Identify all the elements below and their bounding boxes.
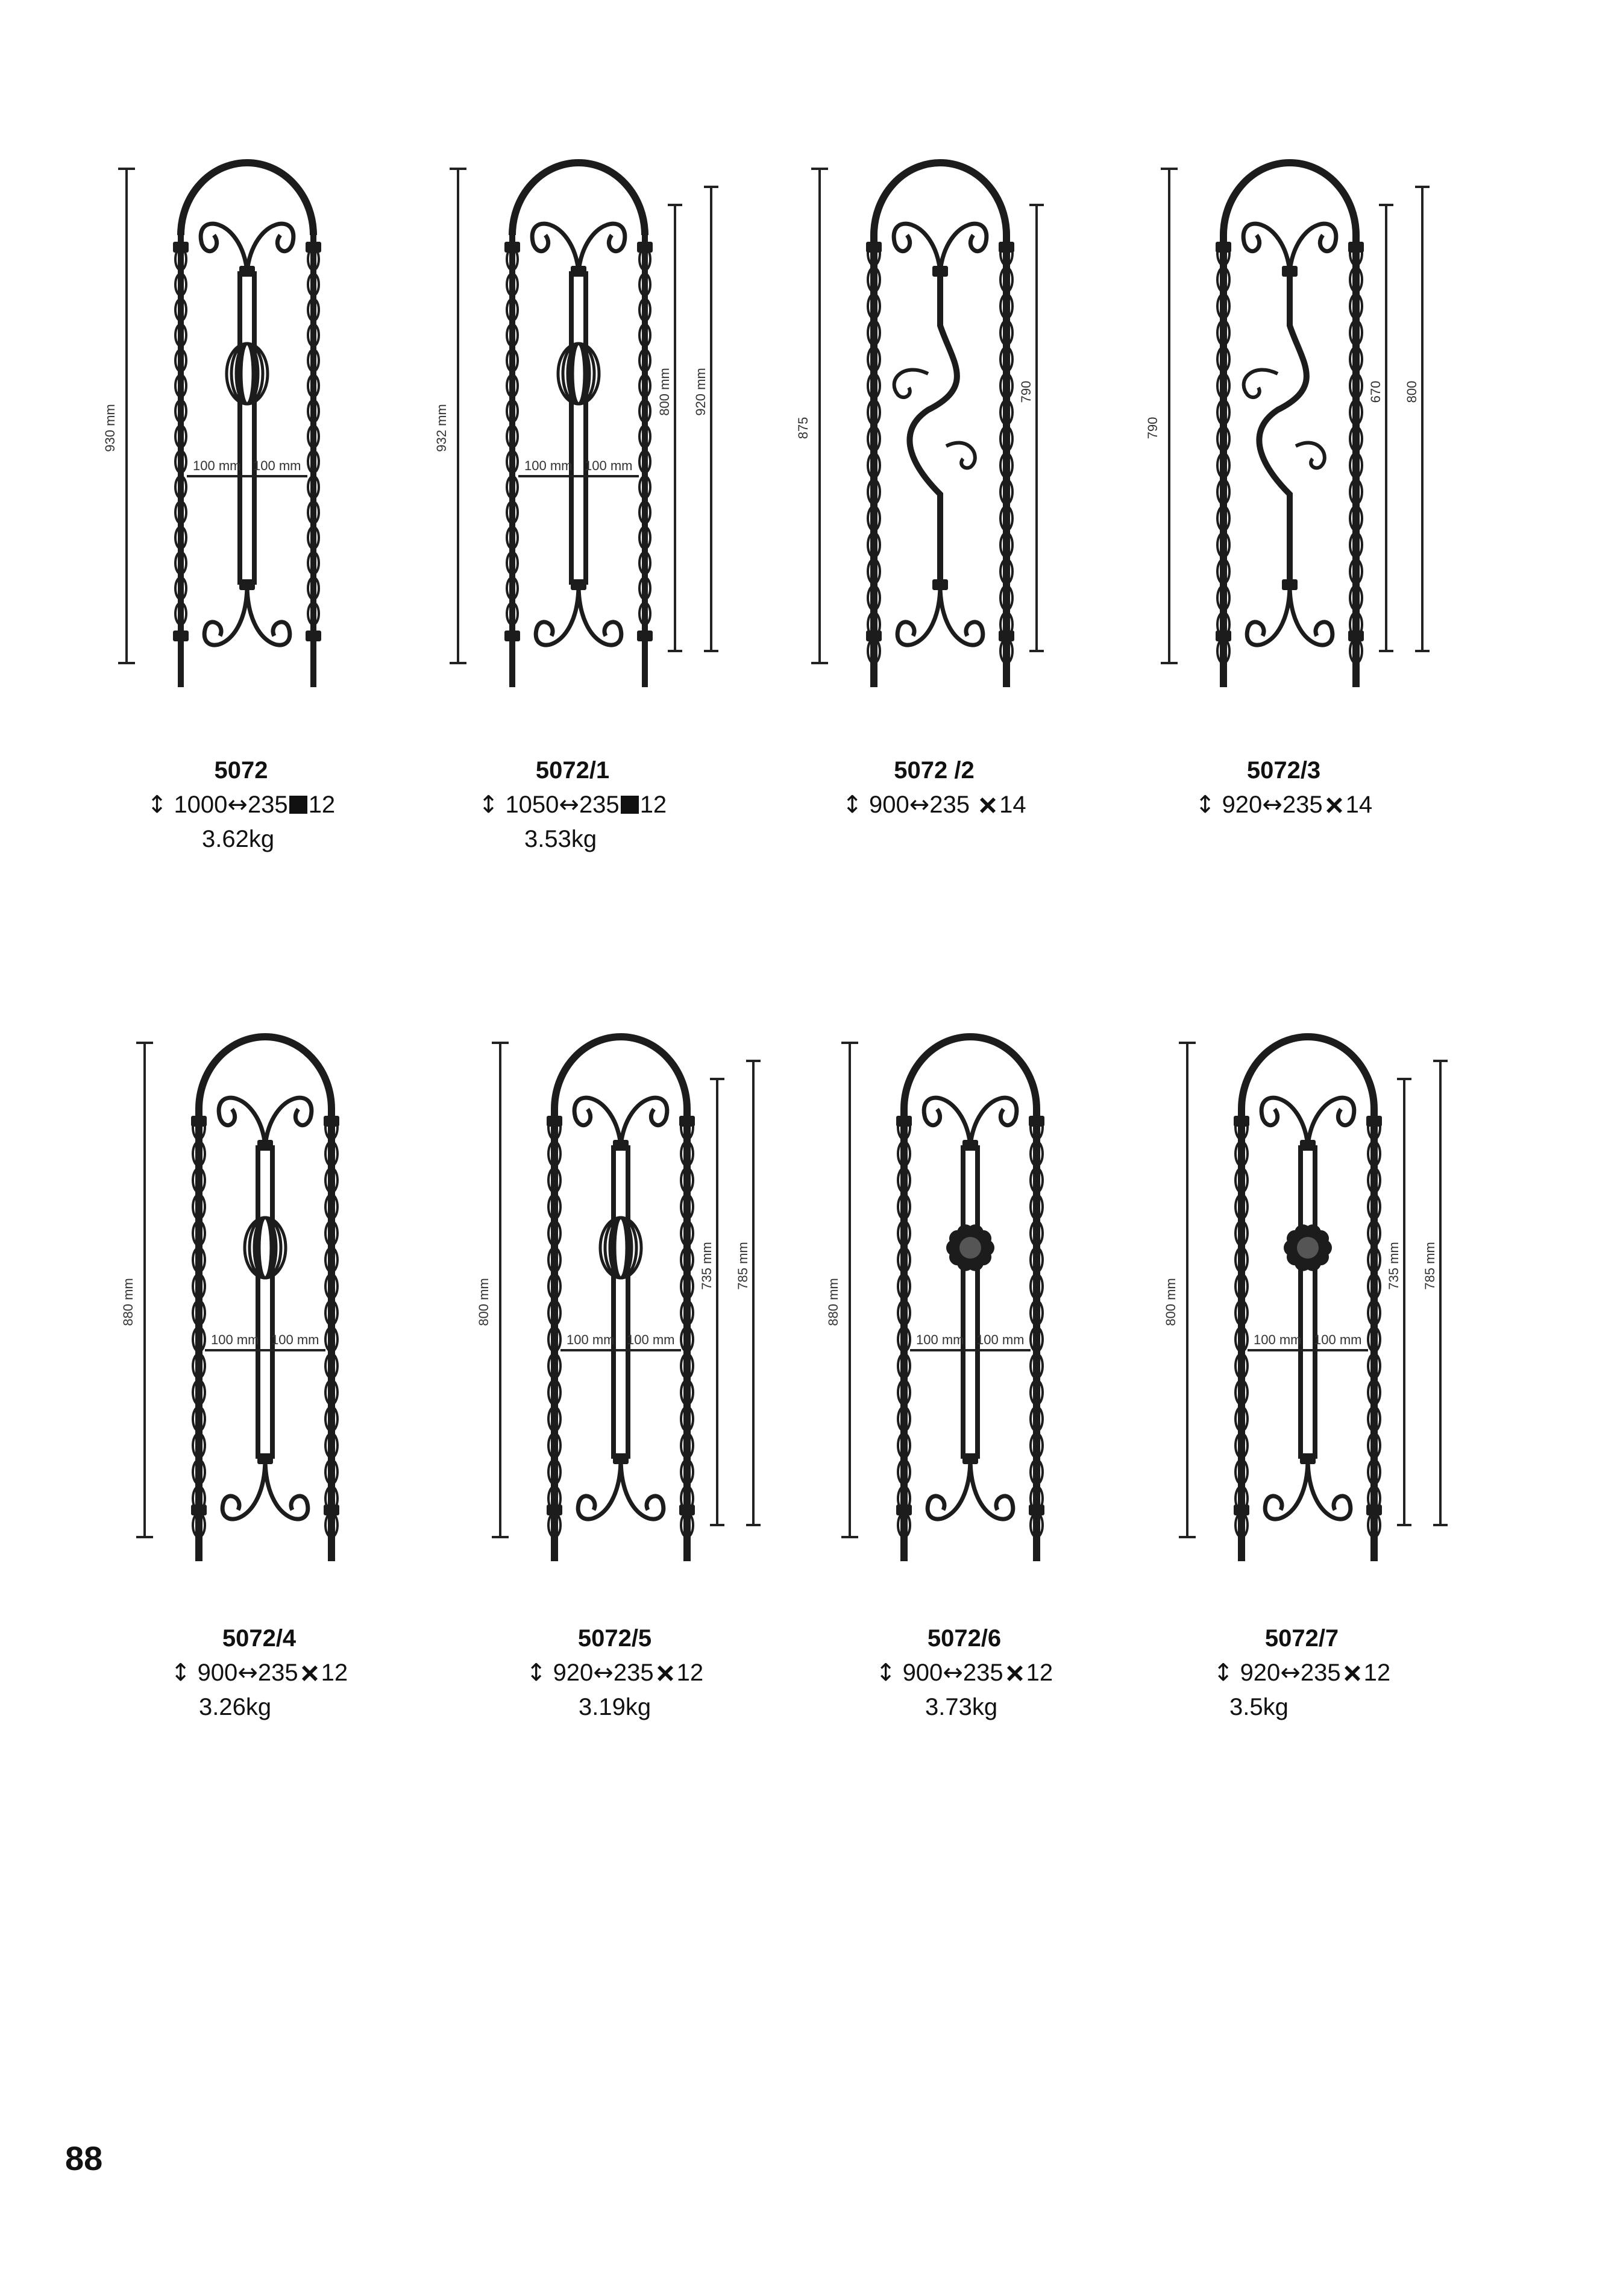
- height-value: 920: [553, 1659, 594, 1686]
- top-scroll-right: [621, 1098, 667, 1145]
- bottom-scroll-right: [247, 585, 290, 645]
- top-scroll-left: [924, 1098, 970, 1145]
- width-value: 235: [1300, 1659, 1341, 1686]
- height-value: 920: [1240, 1659, 1281, 1686]
- panel-drawing: [392, 133, 753, 735]
- collar: [239, 266, 255, 277]
- product-caption: [392, 753, 753, 857]
- panel-ironwork: [173, 163, 321, 687]
- width-value: 235: [247, 791, 288, 818]
- collar: [1348, 631, 1364, 641]
- panel-ironwork: [504, 163, 653, 687]
- panel-ironwork: [547, 1037, 695, 1561]
- product-caption: [1103, 753, 1464, 822]
- product-caption: [1121, 1621, 1483, 1725]
- basket-twist: [259, 1218, 271, 1278]
- product-caption: [753, 753, 1115, 822]
- width-value: 235: [579, 791, 620, 818]
- bottom-scroll-left: [204, 585, 247, 645]
- width-value: 235: [929, 791, 970, 818]
- height-arrow-icon: ↕: [146, 791, 168, 819]
- collar: [191, 1116, 207, 1127]
- collar: [679, 1116, 695, 1127]
- top-scroll-left: [219, 1098, 265, 1145]
- width-arrow-icon: ↔: [237, 1659, 258, 1687]
- arch: [1242, 1037, 1374, 1109]
- bottom-scroll-left: [222, 1459, 265, 1519]
- dimension-label-b: 100 mm: [976, 1332, 1025, 1347]
- bottom-scroll-left: [578, 1459, 621, 1519]
- collar: [932, 579, 948, 590]
- panel-ironwork: [1216, 163, 1364, 687]
- panel-drawing: [1121, 1007, 1483, 1609]
- bottom-scroll-right: [621, 1459, 664, 1519]
- twisted-bar-icon: [655, 1663, 676, 1684]
- collar: [239, 579, 255, 590]
- bar-size: 12: [1026, 1659, 1053, 1686]
- collar: [173, 242, 189, 253]
- bottom-scroll-left: [897, 585, 940, 645]
- height-dimension-label: 800 mm: [1163, 1278, 1178, 1326]
- dimension-label-a: 100 mm: [524, 458, 573, 473]
- collar: [547, 1116, 562, 1127]
- height-arrow-icon: ↕: [478, 791, 499, 819]
- product-code: 5072/3: [1246, 757, 1321, 784]
- collar: [962, 1140, 978, 1151]
- bottom-scroll-left: [1247, 585, 1290, 645]
- height-arrow-icon: ↕: [842, 791, 862, 819]
- square-bar-icon: [289, 796, 307, 814]
- bottom-scroll-left: [536, 585, 579, 645]
- twisted-bar-icon: [300, 1663, 320, 1684]
- product-dimensions: [434, 1656, 796, 1690]
- product-caption: [434, 1621, 796, 1725]
- bottom-scroll-left: [1265, 1459, 1308, 1519]
- panel-ironwork: [1234, 1037, 1382, 1561]
- collar: [613, 1140, 629, 1151]
- basket-ornament: [227, 344, 268, 404]
- product-caption: [783, 1621, 1145, 1725]
- collar: [637, 631, 653, 641]
- collar: [866, 631, 882, 641]
- height-value: 900: [869, 791, 909, 818]
- width-arrow-icon: ↔: [909, 791, 930, 819]
- collar: [306, 631, 321, 641]
- top-scroll-right: [970, 1098, 1017, 1145]
- collar: [896, 1505, 912, 1515]
- collar: [257, 1140, 273, 1151]
- collar: [613, 1453, 629, 1464]
- height-arrow-icon: ↕: [875, 1659, 896, 1687]
- width-value: 235: [257, 1659, 298, 1686]
- panel-drawing: [78, 1007, 440, 1609]
- height-arrow-icon: ↕: [526, 1659, 547, 1687]
- product-weight: 3.73kg: [925, 1694, 998, 1720]
- arch: [1223, 163, 1356, 235]
- collar: [962, 1453, 978, 1464]
- rosette-ornament: [946, 1224, 994, 1271]
- product-caption: [60, 753, 422, 857]
- basket-ornament: [558, 344, 599, 404]
- basket-twist: [615, 1218, 627, 1278]
- panel-drawing: [753, 133, 1115, 735]
- right-dimension-label: 785 mm: [1422, 1242, 1437, 1290]
- bottom-scroll-right: [265, 1459, 308, 1519]
- height-arrow-icon: ↕: [1194, 791, 1216, 819]
- width-arrow-icon: ↔: [559, 791, 579, 819]
- product-weight: 3.19kg: [579, 1694, 651, 1720]
- twisted-bar-icon: [978, 795, 998, 816]
- arch: [874, 163, 1006, 235]
- twisted-bar-icon: [1342, 1663, 1363, 1684]
- height-dimension-label: 930 mm: [102, 404, 118, 452]
- collar: [191, 1505, 207, 1515]
- height-value: 900: [902, 1659, 943, 1686]
- rosette-center: [1297, 1237, 1319, 1259]
- right-dimension-label: 735 mm: [1386, 1242, 1401, 1290]
- collar: [896, 1116, 912, 1127]
- collar: [571, 266, 586, 277]
- leaf-curl: [946, 443, 975, 468]
- panel-ironwork: [866, 163, 1014, 687]
- collar: [1282, 266, 1298, 277]
- serpent-bar: [1259, 271, 1306, 585]
- top-scroll-left: [201, 224, 247, 271]
- width-arrow-icon: ↔: [1280, 1659, 1301, 1687]
- collar: [1300, 1453, 1316, 1464]
- top-scroll-left: [1261, 1098, 1308, 1145]
- top-scroll-right: [265, 1098, 312, 1145]
- collar: [1366, 1505, 1382, 1515]
- collar: [866, 242, 882, 253]
- height-dimension-label: 790: [1145, 417, 1160, 439]
- right-dimension-label: 670: [1368, 380, 1383, 403]
- top-scroll-right: [579, 224, 625, 271]
- right-dimension-label: 785 mm: [735, 1242, 750, 1290]
- height-dimension-label: 880 mm: [826, 1278, 841, 1326]
- collar: [1216, 242, 1231, 253]
- top-scroll-left: [1243, 224, 1290, 271]
- width-arrow-icon: ↔: [593, 1659, 614, 1687]
- product-dimensions: [60, 788, 422, 822]
- collar: [504, 242, 520, 253]
- dimension-label-b: 100 mm: [271, 1332, 319, 1347]
- width-value: 235: [962, 1659, 1003, 1686]
- basket-ornament: [600, 1218, 641, 1278]
- collar: [257, 1453, 273, 1464]
- arch: [904, 1037, 1037, 1109]
- product-dimensions: [1103, 788, 1464, 822]
- product-code: 5072 /2: [894, 757, 975, 784]
- width-arrow-icon: ↔: [1262, 791, 1282, 819]
- dimension-label-a: 100 mm: [916, 1332, 964, 1347]
- collar: [1234, 1116, 1249, 1127]
- height-arrow-icon: ↕: [170, 1659, 191, 1687]
- square-bar-icon: [621, 796, 639, 814]
- panel-drawing: [434, 1007, 796, 1609]
- rosette-center: [959, 1237, 981, 1259]
- panel-drawing: [783, 1007, 1145, 1609]
- dimension-label-b: 100 mm: [585, 458, 633, 473]
- bar-size: 14: [999, 791, 1026, 818]
- leaf-curl: [1296, 443, 1325, 468]
- height-value: 900: [197, 1659, 238, 1686]
- right-dimension-label: 800 mm: [657, 368, 672, 416]
- bottom-scroll-right: [940, 585, 983, 645]
- top-scroll-left: [532, 224, 579, 271]
- panel-ironwork: [191, 1037, 339, 1561]
- bar-size: 12: [308, 791, 336, 818]
- top-scroll-right: [247, 224, 294, 271]
- collar: [173, 631, 189, 641]
- collar: [324, 1116, 339, 1127]
- product-dimensions: [78, 1656, 440, 1690]
- dimension-label-b: 100 mm: [627, 1332, 675, 1347]
- panel-drawing: [60, 133, 422, 735]
- product-dimensions: [392, 788, 753, 822]
- collar: [1234, 1505, 1249, 1515]
- product-weight: 3.53kg: [524, 826, 597, 852]
- height-dimension-label: 880 mm: [121, 1278, 136, 1326]
- product-code: 5072/7: [1264, 1625, 1339, 1652]
- basket-twist: [573, 344, 585, 404]
- collar: [1366, 1116, 1382, 1127]
- collar: [1029, 1505, 1044, 1515]
- top-scroll-right: [1308, 1098, 1354, 1145]
- bottom-scroll-right: [970, 1459, 1013, 1519]
- top-scroll-left: [574, 1098, 621, 1145]
- basket-ornament: [245, 1218, 286, 1278]
- dimension-label-a: 100 mm: [1254, 1332, 1302, 1347]
- twisted-bar-icon: [1005, 1663, 1025, 1684]
- height-value: 1050: [505, 791, 559, 818]
- bar-size: 12: [1363, 1659, 1391, 1686]
- product-code: 5072/4: [222, 1625, 297, 1652]
- collar: [1348, 242, 1364, 253]
- bottom-scroll-right: [1308, 1459, 1351, 1519]
- product-dimensions: [1121, 1656, 1483, 1690]
- product-dimensions: [753, 788, 1115, 822]
- right-dimension-label: 800: [1404, 380, 1419, 403]
- panel-ironwork: [896, 1037, 1044, 1561]
- product-weight: 3.62kg: [202, 826, 275, 852]
- arch: [181, 163, 313, 235]
- collar: [1029, 1116, 1044, 1127]
- height-value: 920: [1222, 791, 1263, 818]
- panel-drawing: [1103, 133, 1464, 735]
- product-dimensions: [783, 1656, 1145, 1690]
- bar-size: 12: [321, 1659, 348, 1686]
- product-weight: 3.5kg: [1229, 1694, 1289, 1720]
- collar: [999, 242, 1014, 253]
- collar: [324, 1505, 339, 1515]
- product-code: 5072/6: [927, 1625, 1002, 1652]
- product-code: 5072: [214, 757, 268, 784]
- right-dimension-label: 920 mm: [693, 368, 708, 416]
- bottom-scroll-left: [928, 1459, 970, 1519]
- bottom-scroll-right: [1290, 585, 1333, 645]
- bar-size: 12: [676, 1659, 704, 1686]
- height-dimension-label: 932 mm: [434, 404, 449, 452]
- collar: [1282, 579, 1298, 590]
- top-scroll-right: [1290, 224, 1336, 271]
- arch: [512, 163, 645, 235]
- collar: [679, 1505, 695, 1515]
- dimension-label-a: 100 mm: [211, 1332, 259, 1347]
- width-value: 235: [1282, 791, 1323, 818]
- twisted-bar-icon: [1324, 795, 1345, 816]
- dimension-label-a: 100 mm: [567, 1332, 615, 1347]
- dimension-label-a: 100 mm: [193, 458, 241, 473]
- product-code: 5072/5: [577, 1625, 652, 1652]
- product-code: 5072/1: [535, 757, 610, 784]
- collar: [306, 242, 321, 253]
- width-arrow-icon: ↔: [227, 791, 248, 819]
- collar: [504, 631, 520, 641]
- top-scroll-right: [940, 224, 987, 271]
- top-scroll-left: [894, 224, 940, 271]
- height-value: 1000: [174, 791, 228, 818]
- dimension-label-b: 100 mm: [1314, 1332, 1362, 1347]
- page-number: 88: [65, 2139, 103, 2177]
- basket-twist: [241, 344, 253, 404]
- right-dimension-label: 735 mm: [699, 1242, 714, 1290]
- collar: [932, 266, 948, 277]
- arch: [199, 1037, 331, 1109]
- height-arrow-icon: ↕: [1213, 1659, 1234, 1687]
- bar-size: 12: [639, 791, 667, 818]
- bar-size: 14: [1345, 791, 1373, 818]
- arch: [554, 1037, 687, 1109]
- bottom-scroll-right: [579, 585, 621, 645]
- dimension-label-b: 100 mm: [253, 458, 301, 473]
- collar: [999, 631, 1014, 641]
- rosette-ornament: [1284, 1224, 1332, 1271]
- height-dimension-label: 875: [796, 417, 811, 439]
- right-dimension-label: 790: [1019, 380, 1034, 403]
- leaf-curl: [1244, 370, 1278, 397]
- collar: [571, 579, 586, 590]
- collar: [1216, 631, 1231, 641]
- product-weight: 3.26kg: [199, 1694, 272, 1720]
- leaf-curl: [894, 370, 928, 397]
- collar: [1300, 1140, 1316, 1151]
- width-arrow-icon: ↔: [943, 1659, 963, 1687]
- collar: [637, 242, 653, 253]
- height-dimension-label: 800 mm: [476, 1278, 491, 1326]
- collar: [547, 1505, 562, 1515]
- serpent-bar: [909, 271, 956, 585]
- product-caption: [78, 1621, 440, 1725]
- width-value: 235: [613, 1659, 654, 1686]
